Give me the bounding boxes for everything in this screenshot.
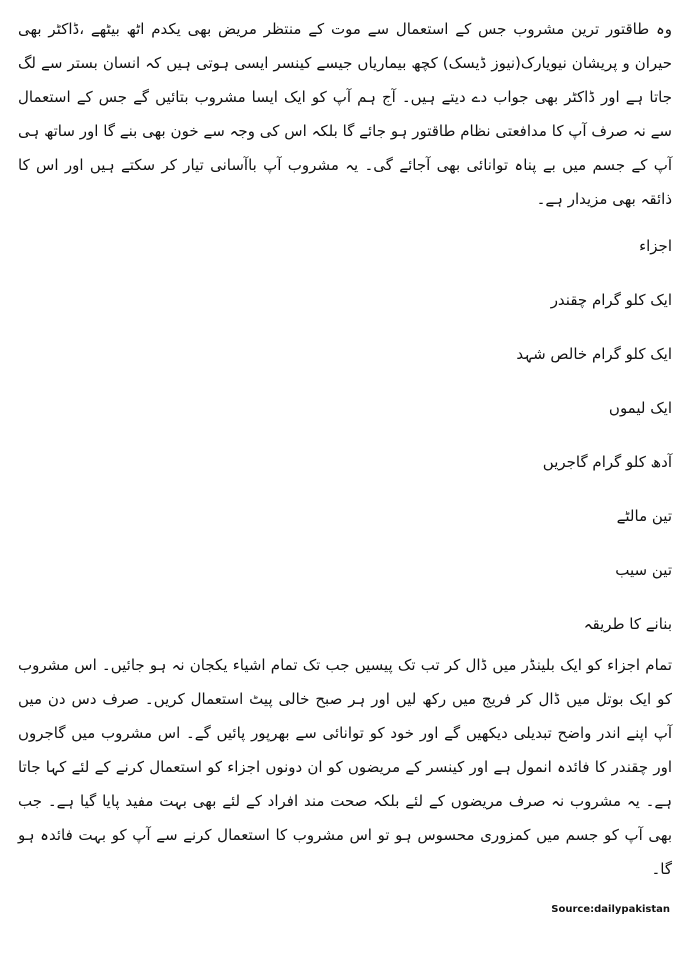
- ingredient-item: آدھ کلو گرام گاجریں: [542, 453, 672, 471]
- ingredient-item: تین سیب: [615, 561, 672, 579]
- ingredient-item: ایک کلو گرام خالص شہد: [516, 345, 672, 363]
- ingredients-list: [18, 288, 672, 582]
- ingredient-item: ایک لیموں: [608, 399, 672, 417]
- source-credit: Source:dailypakistan: [551, 904, 670, 915]
- ingredient-item: ایک کلو گرام چقندر: [550, 291, 672, 309]
- ingredients-heading: اجزاء: [639, 237, 672, 255]
- article: [18, 12, 672, 915]
- method-heading: بنانے کا طریقہ: [583, 615, 672, 633]
- ingredient-item: تین مالٹے: [616, 507, 672, 525]
- method-paragraph: تمام اجزاء کو ایک بلینڈر میں ڈال کر تب تک پیسیں جب تک تمام اشیاء یکجان نہ ہو جائیں۔ اس مشروب کو ایک بوتل میں ڈال کر فریج میں رکھ لیں اور ہر صبح خالی پیٹ استعمال کریں۔ صرف دس دن میں آپ اپنے اندر واضح تبدیلی دیکھیں گے اور خود کو توانائی سے بھرپور پائیں گے۔ اس مشروب میں گاجروں اور چقندر کا فائدہ انمول ہے اور کینسر کے مریضوں کو ان دونوں اجزاء کو استعمال کرنے کے لئے کہا جاتا ہے۔ یہ مشروب نہ صرف مریضوں کے لئے بلکہ صحت مند افراد کے لئے بھی بہت مفید پایا گیا ہے۔ جب بھی آپ کو جسم میں کمزوری محسوس ہو تو اس مشروب کا استعمال کرنے سے آپ کو بہت فائدہ ہو گا۔: [18, 656, 672, 878]
- intro-paragraph: وہ طاقتور ترین مشروب جس کے استعمال سے موت کے منتظر مریض بھی یکدم اٹھ بیٹھے ،ڈاکٹر بھی حیران و پریشان نیویارک(نیوز ڈیسک) کچھ بیماریاں جیسے کینسر ایسی ہوتی ہیں کہ انسان بستر سے لگ جاتا ہے اور ڈاکٹر بھی جواب دے دیتے ہیں۔ آج ہم آپ کو ایک ایسا مشروب بتائیں گے جس کے استعمال سے نہ صرف آپ کا مدافعتی نظام طاقتور ہو جائے گا بلکہ اس کی وجہ سے خون بھی بنے گا اور ساتھ ہی آپ کے جسم میں بے پناہ توانائی بھی آجائے گی۔ یہ مشروب آپ باآسانی تیار کر سکتے ہیں اور اس کا ذائقہ بھی مزیدار ہے۔: [18, 20, 672, 208]
